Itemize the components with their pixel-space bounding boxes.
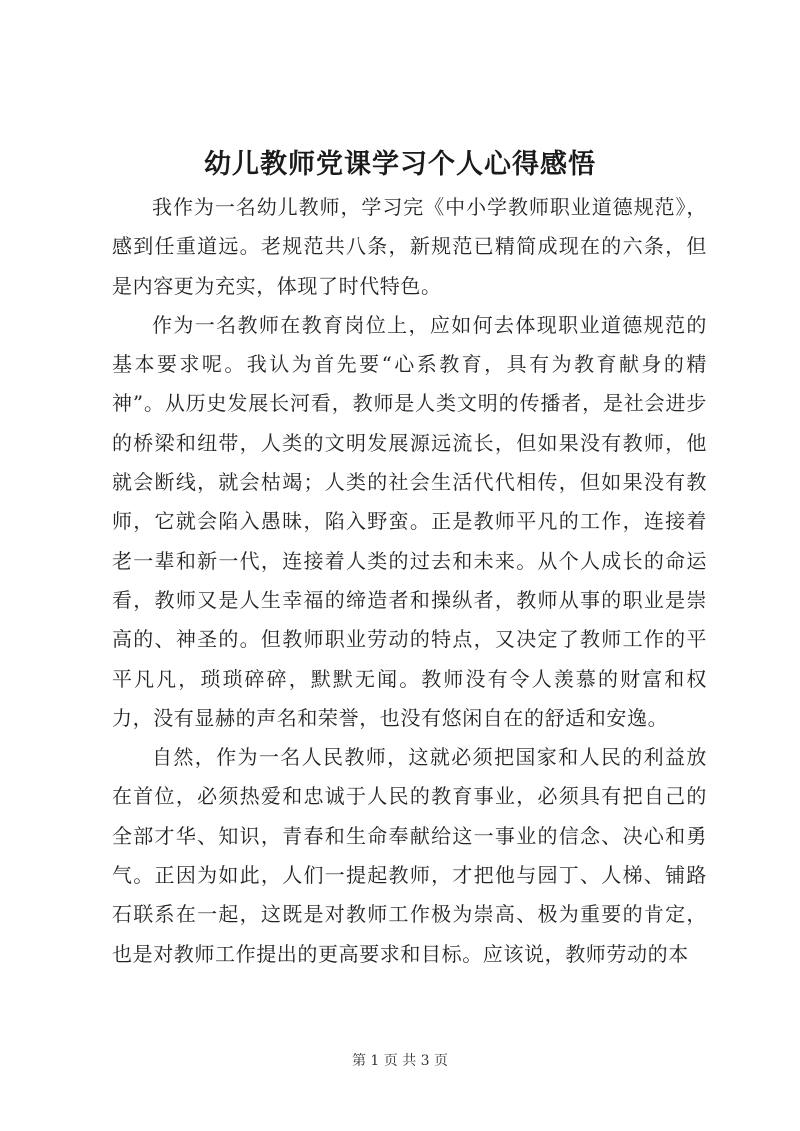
paragraph-3: 自然，作为一名人民教师，这就必须把国家和人民的利益放在首位，必须热爱和忠诚于人民的教育事业，必须具有把自己的全部才华、知识，青春和生命奉献给这一事业的信念、决心和勇气。正因为如此，人们一提起教师，才把他与园丁、人梯、铺路石联系在一起，这既是对教师工作极为崇高、极为重要的肯定，也是对教师工作提出的更高要求和目标。应该说，教师劳动的本 bbox=[112, 745, 707, 966]
paragraph-1: 我作为一名幼儿教师，学习完《中小学教师职业道德规范》，感到任重道远。老规范共八条，新规范已精简成现在的六条，但是内容更为充实，体现了时代特色。 bbox=[112, 195, 707, 298]
document-body bbox=[112, 188, 707, 974]
document-title: 幼儿教师党课学习个人心得感悟 bbox=[204, 149, 596, 180]
paragraph-2: 作为一名教师在教育岗位上，应如何去体现职业道德规范的基本要求呢。我认为首先要“心系教育，具有为教育献身的精神”。从历史发展长河看，教师是人类文明的传播者，是社会进步的桥梁和纽带，人类的文明发展源远流长，但如果没有教师，他就会断线，就会枯竭；人类的社会生活代代相传，但如果没有教师，它就会陷入愚昧，陷入野蛮。正是教师平凡的工作，连接着老一辈和新一代，连接着人类的过去和未来。从个人成长的命运看，教师又是人生幸福的缔造者和操纵者，教师从事的职业是崇高的、神圣的。但教师职业劳动的特点，又决定了教师工作的平平凡凡，琐琐碎碎，默默无闻。教师没有令人羡慕的财富和权力，没有显赫的声名和荣誉，也没有悠闲自在的舒适和安逸。 bbox=[112, 312, 707, 730]
page-footer: 第 1 页 共 3 页 bbox=[351, 1053, 449, 1069]
